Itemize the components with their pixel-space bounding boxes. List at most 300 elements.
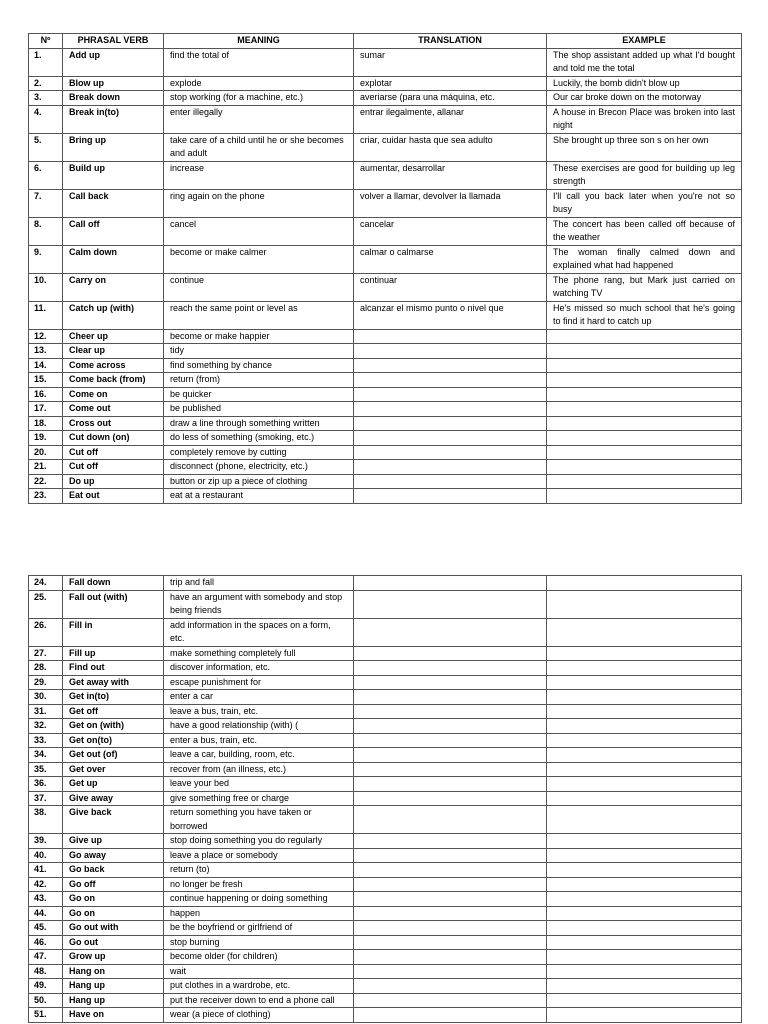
translation-cell — [354, 489, 547, 504]
translation-cell — [354, 848, 547, 863]
translation-cell — [354, 704, 547, 719]
phrasal-verb-cell: Clear up — [63, 344, 164, 359]
table-row — [29, 848, 742, 863]
translation-cell — [354, 387, 547, 402]
translation-cell — [354, 690, 547, 705]
table-row — [29, 301, 742, 329]
row-number: 47. — [29, 950, 63, 965]
example-cell — [547, 906, 742, 921]
example-cell — [547, 863, 742, 878]
phrasal-verb-cell: Go away — [63, 848, 164, 863]
phrasal-verb-cell: Get away with — [63, 675, 164, 690]
table-row — [29, 892, 742, 907]
translation-cell — [354, 576, 547, 591]
example-cell — [547, 618, 742, 646]
table-row — [29, 189, 742, 217]
row-number: 42. — [29, 877, 63, 892]
row-number: 43. — [29, 892, 63, 907]
table-2-body — [29, 576, 742, 1023]
meaning-cell: no longer be fresh — [164, 877, 354, 892]
table-row — [29, 105, 742, 133]
phrasal-verb-cell: Get in(to) — [63, 690, 164, 705]
meaning-cell: enter a car — [164, 690, 354, 705]
translation-cell — [354, 806, 547, 834]
meaning-cell: wear (a piece of clothing) — [164, 1008, 354, 1023]
table-row — [29, 762, 742, 777]
row-number: 21. — [29, 460, 63, 475]
meaning-cell: become or make calmer — [164, 245, 354, 273]
translation-cell — [354, 373, 547, 388]
translation-cell — [354, 1008, 547, 1023]
row-number: 30. — [29, 690, 63, 705]
translation-cell: averiarse (para una máquina, etc. — [354, 91, 547, 106]
meaning-cell: return something you have taken or borrowed — [164, 806, 354, 834]
row-number: 1. — [29, 48, 63, 76]
meaning-cell: enter a bus, train, etc. — [164, 733, 354, 748]
meaning-cell: happen — [164, 906, 354, 921]
row-number: 40. — [29, 848, 63, 863]
table-row — [29, 690, 742, 705]
example-cell — [547, 993, 742, 1008]
row-number: 44. — [29, 906, 63, 921]
table-row — [29, 402, 742, 417]
phrasal-verb-cell: Calm down — [63, 245, 164, 273]
meaning-cell: add information in the spaces on a form, etc. — [164, 618, 354, 646]
table-row — [29, 445, 742, 460]
meaning-cell: find the total of — [164, 48, 354, 76]
phrasal-verb-cell: Come on — [63, 387, 164, 402]
phrasal-verb-cell: Give up — [63, 834, 164, 849]
example-cell — [547, 373, 742, 388]
row-number: 25. — [29, 590, 63, 618]
translation-cell: continuar — [354, 273, 547, 301]
translation-cell — [354, 358, 547, 373]
phrasal-verb-cell: Go on — [63, 892, 164, 907]
example-cell — [547, 834, 742, 849]
translation-cell — [354, 416, 547, 431]
translation-cell — [354, 979, 547, 994]
translation-cell — [354, 646, 547, 661]
meaning-cell: wait — [164, 964, 354, 979]
translation-cell: sumar — [354, 48, 547, 76]
translation-cell — [354, 329, 547, 344]
meaning-cell: eat at a restaurant — [164, 489, 354, 504]
row-number: 37. — [29, 791, 63, 806]
example-cell — [547, 387, 742, 402]
phrasal-verb-cell: Break in(to) — [63, 105, 164, 133]
meaning-cell: explode — [164, 76, 354, 91]
meaning-cell: trip and fall — [164, 576, 354, 591]
table-row — [29, 161, 742, 189]
table-row — [29, 431, 742, 446]
phrasal-verb-cell: Call back — [63, 189, 164, 217]
phrasal-verb-cell: Fall out (with) — [63, 590, 164, 618]
row-number: 38. — [29, 806, 63, 834]
example-cell: These exercises are good for building up leg strength — [547, 161, 742, 189]
row-number: 41. — [29, 863, 63, 878]
phrasal-verbs-table-1 — [28, 33, 742, 504]
example-cell: Luckily, the bomb didn't blow up — [547, 76, 742, 91]
row-number: 45. — [29, 921, 63, 936]
phrasal-verbs-table-2 — [28, 575, 742, 1023]
table-row — [29, 675, 742, 690]
translation-cell — [354, 921, 547, 936]
table-row — [29, 777, 742, 792]
example-cell: The phone rang, but Mark just carried on watching TV — [547, 273, 742, 301]
meaning-cell: have a good relationship (with) ( — [164, 719, 354, 734]
phrasal-verb-cell: Cut off — [63, 445, 164, 460]
example-cell — [547, 489, 742, 504]
phrasal-verb-cell: Fill up — [63, 646, 164, 661]
row-number: 14. — [29, 358, 63, 373]
row-number: 33. — [29, 733, 63, 748]
example-cell — [547, 877, 742, 892]
table-row — [29, 863, 742, 878]
example-cell: He's missed so much school that he's going to find it hard to catch up — [547, 301, 742, 329]
example-cell — [547, 576, 742, 591]
translation-cell: explotar — [354, 76, 547, 91]
row-number: 48. — [29, 964, 63, 979]
phrasal-verb-cell: Come back (from) — [63, 373, 164, 388]
phrasal-verb-cell: Hang up — [63, 993, 164, 1008]
example-cell — [547, 979, 742, 994]
table-row — [29, 590, 742, 618]
translation-cell — [354, 748, 547, 763]
phrasal-verb-cell: Come across — [63, 358, 164, 373]
row-number: 26. — [29, 618, 63, 646]
phrasal-verb-cell: Carry on — [63, 273, 164, 301]
phrasal-verb-cell: Give away — [63, 791, 164, 806]
table-row — [29, 964, 742, 979]
table-row — [29, 791, 742, 806]
meaning-cell: have an argument with somebody and stop being friends — [164, 590, 354, 618]
row-number: 13. — [29, 344, 63, 359]
translation-cell: cancelar — [354, 217, 547, 245]
meaning-cell: button or zip up a piece of clothing — [164, 474, 354, 489]
translation-cell — [354, 906, 547, 921]
table-row — [29, 133, 742, 161]
translation-cell: volver a llamar, devolver la llamada — [354, 189, 547, 217]
table-row — [29, 748, 742, 763]
meaning-cell: give something free or charge — [164, 791, 354, 806]
row-number: 6. — [29, 161, 63, 189]
phrasal-verb-cell: Have on — [63, 1008, 164, 1023]
example-cell — [547, 474, 742, 489]
row-number: 22. — [29, 474, 63, 489]
example-cell — [547, 748, 742, 763]
example-cell — [547, 777, 742, 792]
row-number: 12. — [29, 329, 63, 344]
phrasal-verb-cell: Cut down (on) — [63, 431, 164, 446]
row-number: 15. — [29, 373, 63, 388]
meaning-cell: tidy — [164, 344, 354, 359]
translation-cell: calmar o calmarse — [354, 245, 547, 273]
translation-cell — [354, 733, 547, 748]
row-number: 9. — [29, 245, 63, 273]
table-row — [29, 806, 742, 834]
table-row — [29, 1008, 742, 1023]
example-cell: I'll call you back later when you're not so busy — [547, 189, 742, 217]
table-row — [29, 733, 742, 748]
example-cell — [547, 329, 742, 344]
row-number: 11. — [29, 301, 63, 329]
table-row — [29, 646, 742, 661]
phrasal-verb-cell: Get out (of) — [63, 748, 164, 763]
example-cell — [547, 921, 742, 936]
phrasal-verb-cell: Catch up (with) — [63, 301, 164, 329]
table-row — [29, 834, 742, 849]
phrasal-verb-cell: Go back — [63, 863, 164, 878]
table-row — [29, 576, 742, 591]
phrasal-verb-cell: Get off — [63, 704, 164, 719]
row-number: 28. — [29, 661, 63, 676]
phrasal-verb-cell: Blow up — [63, 76, 164, 91]
row-number: 49. — [29, 979, 63, 994]
example-cell — [547, 661, 742, 676]
row-number: 19. — [29, 431, 63, 446]
row-number: 10. — [29, 273, 63, 301]
meaning-cell: make something completely full — [164, 646, 354, 661]
example-cell — [547, 344, 742, 359]
translation-cell — [354, 431, 547, 446]
row-number: 51. — [29, 1008, 63, 1023]
meaning-cell: stop doing something you do regularly — [164, 834, 354, 849]
row-number: 50. — [29, 993, 63, 1008]
meaning-cell: draw a line through something written — [164, 416, 354, 431]
meaning-cell: increase — [164, 161, 354, 189]
meaning-cell: put the receiver down to end a phone call — [164, 993, 354, 1008]
table-row — [29, 474, 742, 489]
translation-cell — [354, 460, 547, 475]
example-cell: A house in Brecon Place was broken into last night — [547, 105, 742, 133]
phrasal-verb-cell: Break down — [63, 91, 164, 106]
example-cell — [547, 460, 742, 475]
meaning-cell: enter illegally — [164, 105, 354, 133]
translation-cell — [354, 993, 547, 1008]
meaning-cell: leave a car, building, room, etc. — [164, 748, 354, 763]
translation-cell: aumentar, desarrollar — [354, 161, 547, 189]
header-translation: TRANSLATION — [354, 34, 547, 49]
row-number: 8. — [29, 217, 63, 245]
example-cell: The shop assistant added up what I'd bought and told me the total — [547, 48, 742, 76]
row-number: 5. — [29, 133, 63, 161]
example-cell — [547, 416, 742, 431]
meaning-cell: return (to) — [164, 863, 354, 878]
example-cell — [547, 646, 742, 661]
header-phrasal-verb: PHRASAL VERB — [63, 34, 164, 49]
phrasal-verb-cell: Cross out — [63, 416, 164, 431]
translation-cell — [354, 344, 547, 359]
meaning-cell: ring again on the phone — [164, 189, 354, 217]
table-row — [29, 387, 742, 402]
translation-cell — [354, 877, 547, 892]
row-number: 2. — [29, 76, 63, 91]
row-number: 29. — [29, 675, 63, 690]
table-row — [29, 416, 742, 431]
meaning-cell: stop working (for a machine, etc.) — [164, 91, 354, 106]
phrasal-verb-cell: Go out — [63, 935, 164, 950]
phrasal-verb-cell: Get on(to) — [63, 733, 164, 748]
phrasal-verb-cell: Cheer up — [63, 329, 164, 344]
table-row — [29, 273, 742, 301]
table-row — [29, 906, 742, 921]
phrasal-verb-cell: Go off — [63, 877, 164, 892]
row-number: 24. — [29, 576, 63, 591]
table-row — [29, 489, 742, 504]
row-number: 27. — [29, 646, 63, 661]
translation-cell — [354, 964, 547, 979]
row-number: 31. — [29, 704, 63, 719]
translation-cell: criar, cuidar hasta que sea adulto — [354, 133, 547, 161]
table-row — [29, 76, 742, 91]
example-cell: The woman finally calmed down and explained what had happened — [547, 245, 742, 273]
row-number: 17. — [29, 402, 63, 417]
meaning-cell: continue — [164, 273, 354, 301]
phrasal-verb-cell: Call off — [63, 217, 164, 245]
phrasal-verb-cell: Go on — [63, 906, 164, 921]
meaning-cell: cancel — [164, 217, 354, 245]
example-cell — [547, 791, 742, 806]
example-cell: She brought up three son s on her own — [547, 133, 742, 161]
table-row — [29, 618, 742, 646]
example-cell — [547, 719, 742, 734]
example-cell — [547, 445, 742, 460]
example-cell — [547, 892, 742, 907]
translation-cell — [354, 402, 547, 417]
meaning-cell: leave a place or somebody — [164, 848, 354, 863]
example-cell — [547, 806, 742, 834]
row-number: 34. — [29, 748, 63, 763]
translation-cell — [354, 675, 547, 690]
phrasal-verb-cell: Give back — [63, 806, 164, 834]
translation-cell — [354, 935, 547, 950]
translation-cell — [354, 777, 547, 792]
phrasal-verb-cell: Fall down — [63, 576, 164, 591]
meaning-cell: discover information, etc. — [164, 661, 354, 676]
table-row — [29, 358, 742, 373]
translation-cell — [354, 719, 547, 734]
translation-cell — [354, 834, 547, 849]
phrasal-verb-cell: Get on (with) — [63, 719, 164, 734]
table-row — [29, 935, 742, 950]
meaning-cell: continue happening or doing something — [164, 892, 354, 907]
table-row — [29, 329, 742, 344]
translation-cell — [354, 863, 547, 878]
example-cell — [547, 1008, 742, 1023]
example-cell — [547, 431, 742, 446]
table-row — [29, 950, 742, 965]
meaning-cell: completely remove by cutting — [164, 445, 354, 460]
table-header-row — [29, 34, 742, 49]
meaning-cell: find something by chance — [164, 358, 354, 373]
translation-cell — [354, 474, 547, 489]
meaning-cell: disconnect (phone, electricity, etc.) — [164, 460, 354, 475]
translation-cell: entrar ilegalmente, allanar — [354, 105, 547, 133]
phrasal-verb-cell: Fill in — [63, 618, 164, 646]
row-number: 36. — [29, 777, 63, 792]
phrasal-verb-cell: Hang on — [63, 964, 164, 979]
phrasal-verb-cell: Build up — [63, 161, 164, 189]
row-number: 7. — [29, 189, 63, 217]
row-number: 35. — [29, 762, 63, 777]
row-number: 16. — [29, 387, 63, 402]
header-example: EXAMPLE — [547, 34, 742, 49]
translation-cell — [354, 590, 547, 618]
meaning-cell: leave a bus, train, etc. — [164, 704, 354, 719]
phrasal-verb-cell: Get up — [63, 777, 164, 792]
meaning-cell: do less of something (smoking, etc.) — [164, 431, 354, 446]
header-meaning: MEANING — [164, 34, 354, 49]
example-cell — [547, 950, 742, 965]
meaning-cell: become or make happier — [164, 329, 354, 344]
phrasal-verb-cell: Add up — [63, 48, 164, 76]
table-row — [29, 217, 742, 245]
header-number: Nº — [29, 34, 63, 49]
phrasal-verb-cell: Come out — [63, 402, 164, 417]
table-row — [29, 373, 742, 388]
table-row — [29, 719, 742, 734]
table-row — [29, 344, 742, 359]
phrasal-verb-cell: Bring up — [63, 133, 164, 161]
table-row — [29, 460, 742, 475]
translation-cell — [354, 661, 547, 676]
example-cell — [547, 402, 742, 417]
meaning-cell: leave your bed — [164, 777, 354, 792]
meaning-cell: escape punishment for — [164, 675, 354, 690]
translation-cell: alcanzar el mismo punto o nivel que — [354, 301, 547, 329]
phrasal-verb-cell: Eat out — [63, 489, 164, 504]
phrasal-verb-cell: Cut off — [63, 460, 164, 475]
meaning-cell: recover from (an illness, etc.) — [164, 762, 354, 777]
meaning-cell: put clothes in a wardrobe, etc. — [164, 979, 354, 994]
row-number: 18. — [29, 416, 63, 431]
table-row — [29, 877, 742, 892]
meaning-cell: be quicker — [164, 387, 354, 402]
meaning-cell: stop burning — [164, 935, 354, 950]
meaning-cell: reach the same point or level as — [164, 301, 354, 329]
meaning-cell: take care of a child until he or she becomes and adult — [164, 133, 354, 161]
translation-cell — [354, 791, 547, 806]
row-number: 3. — [29, 91, 63, 106]
table-row — [29, 979, 742, 994]
example-cell — [547, 590, 742, 618]
table-row — [29, 91, 742, 106]
meaning-cell: become older (for children) — [164, 950, 354, 965]
example-cell — [547, 935, 742, 950]
phrasal-verb-cell: Go out with — [63, 921, 164, 936]
example-cell — [547, 964, 742, 979]
row-number: 46. — [29, 935, 63, 950]
phrasal-verb-cell: Grow up — [63, 950, 164, 965]
translation-cell — [354, 618, 547, 646]
example-cell — [547, 762, 742, 777]
row-number: 4. — [29, 105, 63, 133]
phrasal-verb-cell: Do up — [63, 474, 164, 489]
table-row — [29, 921, 742, 936]
table-row — [29, 48, 742, 76]
meaning-cell: return (from) — [164, 373, 354, 388]
example-cell — [547, 733, 742, 748]
table-row — [29, 245, 742, 273]
row-number: 20. — [29, 445, 63, 460]
example-cell: Our car broke down on the motorway — [547, 91, 742, 106]
table-1-body — [29, 48, 742, 503]
example-cell — [547, 690, 742, 705]
translation-cell — [354, 445, 547, 460]
row-number: 23. — [29, 489, 63, 504]
example-cell — [547, 704, 742, 719]
phrasal-verb-cell: Hang up — [63, 979, 164, 994]
